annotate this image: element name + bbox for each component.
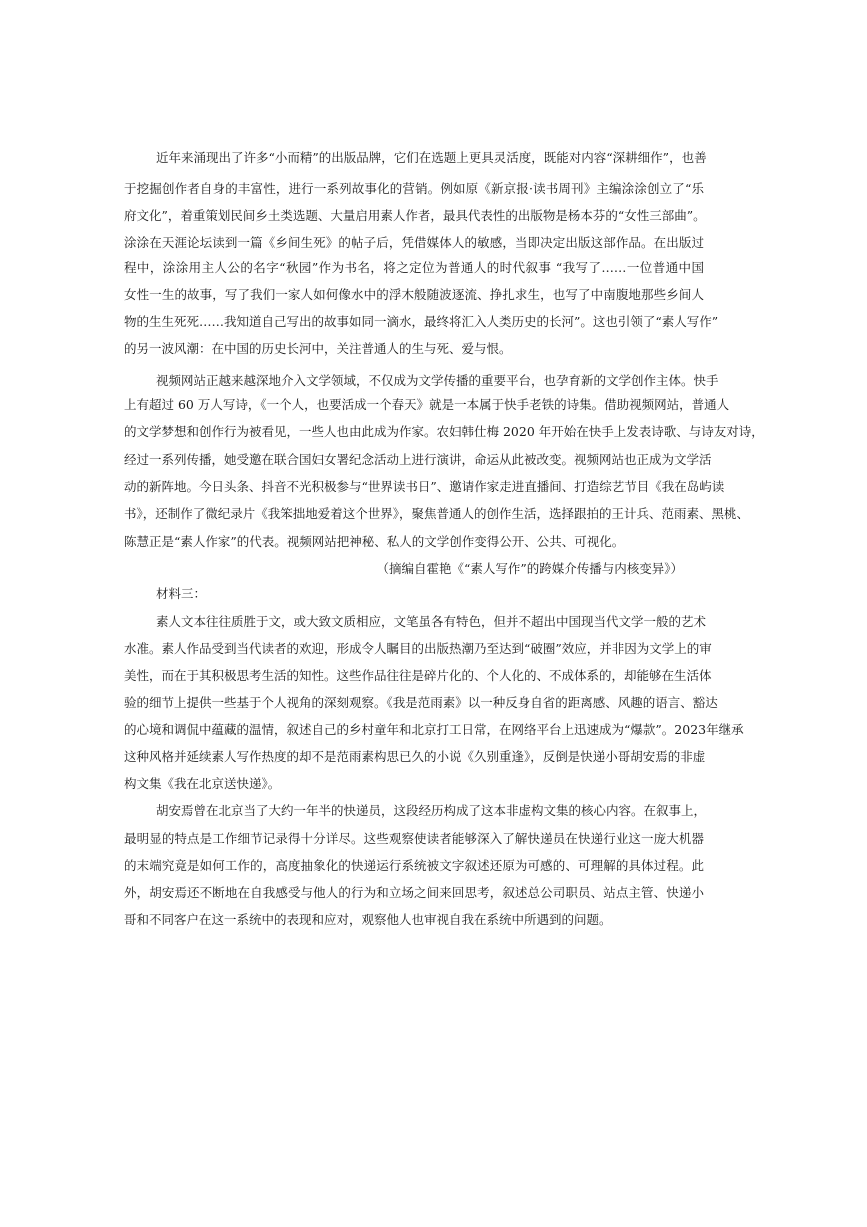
paragraph-2-line: 陈慧正是“素人作家”的代表。视频网站把神秘、私人的文学创作变得公开、公共、可视化。 — [124, 534, 625, 549]
paragraph-2-line: 经过一系列传播，她受邀在联合国妇女署纪念活动上进行演讲，命运从此被改变。视频网站也正成为文学活 — [124, 452, 712, 467]
paragraph-1-line: 程中，涂涂用主人公的名字“秋园”作为书名，将之定位为普通人的时代叙事 “我写了……一位普通中国 — [124, 260, 704, 275]
paragraph-3-line: 这种风格并延续素人写作热度的却不是范雨素构思已久的小说《久别重逢》，反倒是快递小哥胡安焉的非虚 — [124, 749, 706, 764]
source-citation: （摘编自霍艳《“素人写作”的跨媒介传播与内核变异》） — [376, 561, 683, 576]
paragraph-1-line: 府文化”，着重策划民间乡土类选题、大量启用素人作者，最具代表性的出版物是杨本芬的“女性三部曲”。 — [124, 208, 706, 223]
paragraph-3-line: 美性，而在于其积极思考生活的知性。这些作品往往是碎片化的、个人化的、不成体系的，却能够在生活体 — [124, 668, 712, 683]
paragraph-3-line: 素人文本往往质胜于文，或大致文质相应，文笔虽各有特色，但并不超出中国现当代文学一般的艺术 — [156, 614, 707, 629]
paragraph-2-line: 的文学梦想和创作行为被看见，一些人也由此成为作家。农妇韩仕梅 2020 年开始在快手上发表诗歌、与诗友对诗， — [124, 424, 764, 439]
paragraph-3-line: 构文集《我在北京送快递》。 — [124, 776, 281, 791]
paragraph-3-line: 的心境和调侃中蕴藏的温情，叙述自己的乡村童年和北京打工日常，在网络平台上迅速成为“爆款”。2023年继承 — [124, 722, 744, 737]
paragraph-1-line: 物的生生死死……我知道自己写出的故事如同一滴水，最终将汇入人类历史的长河”。这也引领了“素人写作” — [124, 314, 719, 329]
paragraph-1-line: 近年来涌现出了许多“小而精”的出版品牌，它们在选题上更具灵活度，既能对内容“深耕细作”，也善 — [156, 150, 707, 165]
paragraph-4-line: 哥和不同客户在这一系统中的表现和应对，观察他人也审视自我在系统中所遇到的问题。 — [124, 912, 612, 927]
paragraph-1-line: 女性一生的故事，写了我们一家人如何像水中的浮木般随波逐流、挣扎求生，也写了中南腹地那些乡间人 — [124, 287, 704, 302]
paragraph-2-line: 书》，还制作了微纪录片《我笨拙地爱着这个世界》，聚焦普通人的创作生活，选择跟拍的王计兵、范雨素、黑桃、 — [124, 506, 750, 521]
paragraph-3-line: 验的细节上提供一些基于个人视角的深刻观察。《我是范雨素》以一种反身自省的距离感、风趣的语言、豁达 — [124, 695, 718, 710]
paragraph-2-line: 上有超过 60 万人写诗，《一个人，也要活成一个春天》就是一本属于快手老铁的诗集。借助视频网站，普通人 — [124, 397, 730, 412]
paragraph-3-line: 水准。素人作品受到当代读者的欢迎，形成令人瞩目的出版热潮乃至达到“破圈”效应，并非因为文学上的审 — [124, 641, 712, 656]
paragraph-4-line: 外，胡安焉还不断地在自我感受与他人的行为和立场之间来回思考，叙述总公司职员、站点主管、快递小 — [124, 885, 704, 900]
paragraph-1-line: 的另一波风潮：在中国的历史长河中，关注普通人的生与死、爱与恨。 — [124, 341, 512, 356]
paragraph-1-line: 涂涂在天涯论坛读到一篇《乡间生死》的帖子后，凭借媒体人的敏感，当即决定出版这部作品。在出版过 — [124, 235, 704, 250]
paragraph-1-line: 于挖掘创作者自身的丰富性，进行一系列故事化的营销。例如原《新京报·读书周刊》主编涂涂创立了“乐 — [124, 181, 704, 196]
material-label: 材料三： — [156, 586, 207, 601]
paragraph-2-line: 动的新阵地。今日头条、抖音不光积极参与“世界读书日”、邀请作家走进直播间、打造综艺节目《我在岛屿读 — [124, 479, 725, 494]
paragraph-4-line: 最明显的特点是工作细节记录得十分详尽。这些观察使读者能够深入了解快递员在快递行业这一庞大机器 — [124, 831, 704, 846]
paragraph-2-line: 视频网站正越来越深地介入文学领域，不仅成为文学传播的重要平台，也孕育新的文学创作主体。快手 — [156, 373, 719, 388]
paragraph-4-line: 胡安焉曾在北京当了大约一年半的快递员，这段经历构成了这本非虚构文集的核心内容。在叙事上， — [156, 803, 707, 818]
paragraph-4-line: 的末端究竟是如何工作的，高度抽象化的快递运行系统被文字叙述还原为可感的、可理解的具体过程。此 — [124, 858, 704, 873]
